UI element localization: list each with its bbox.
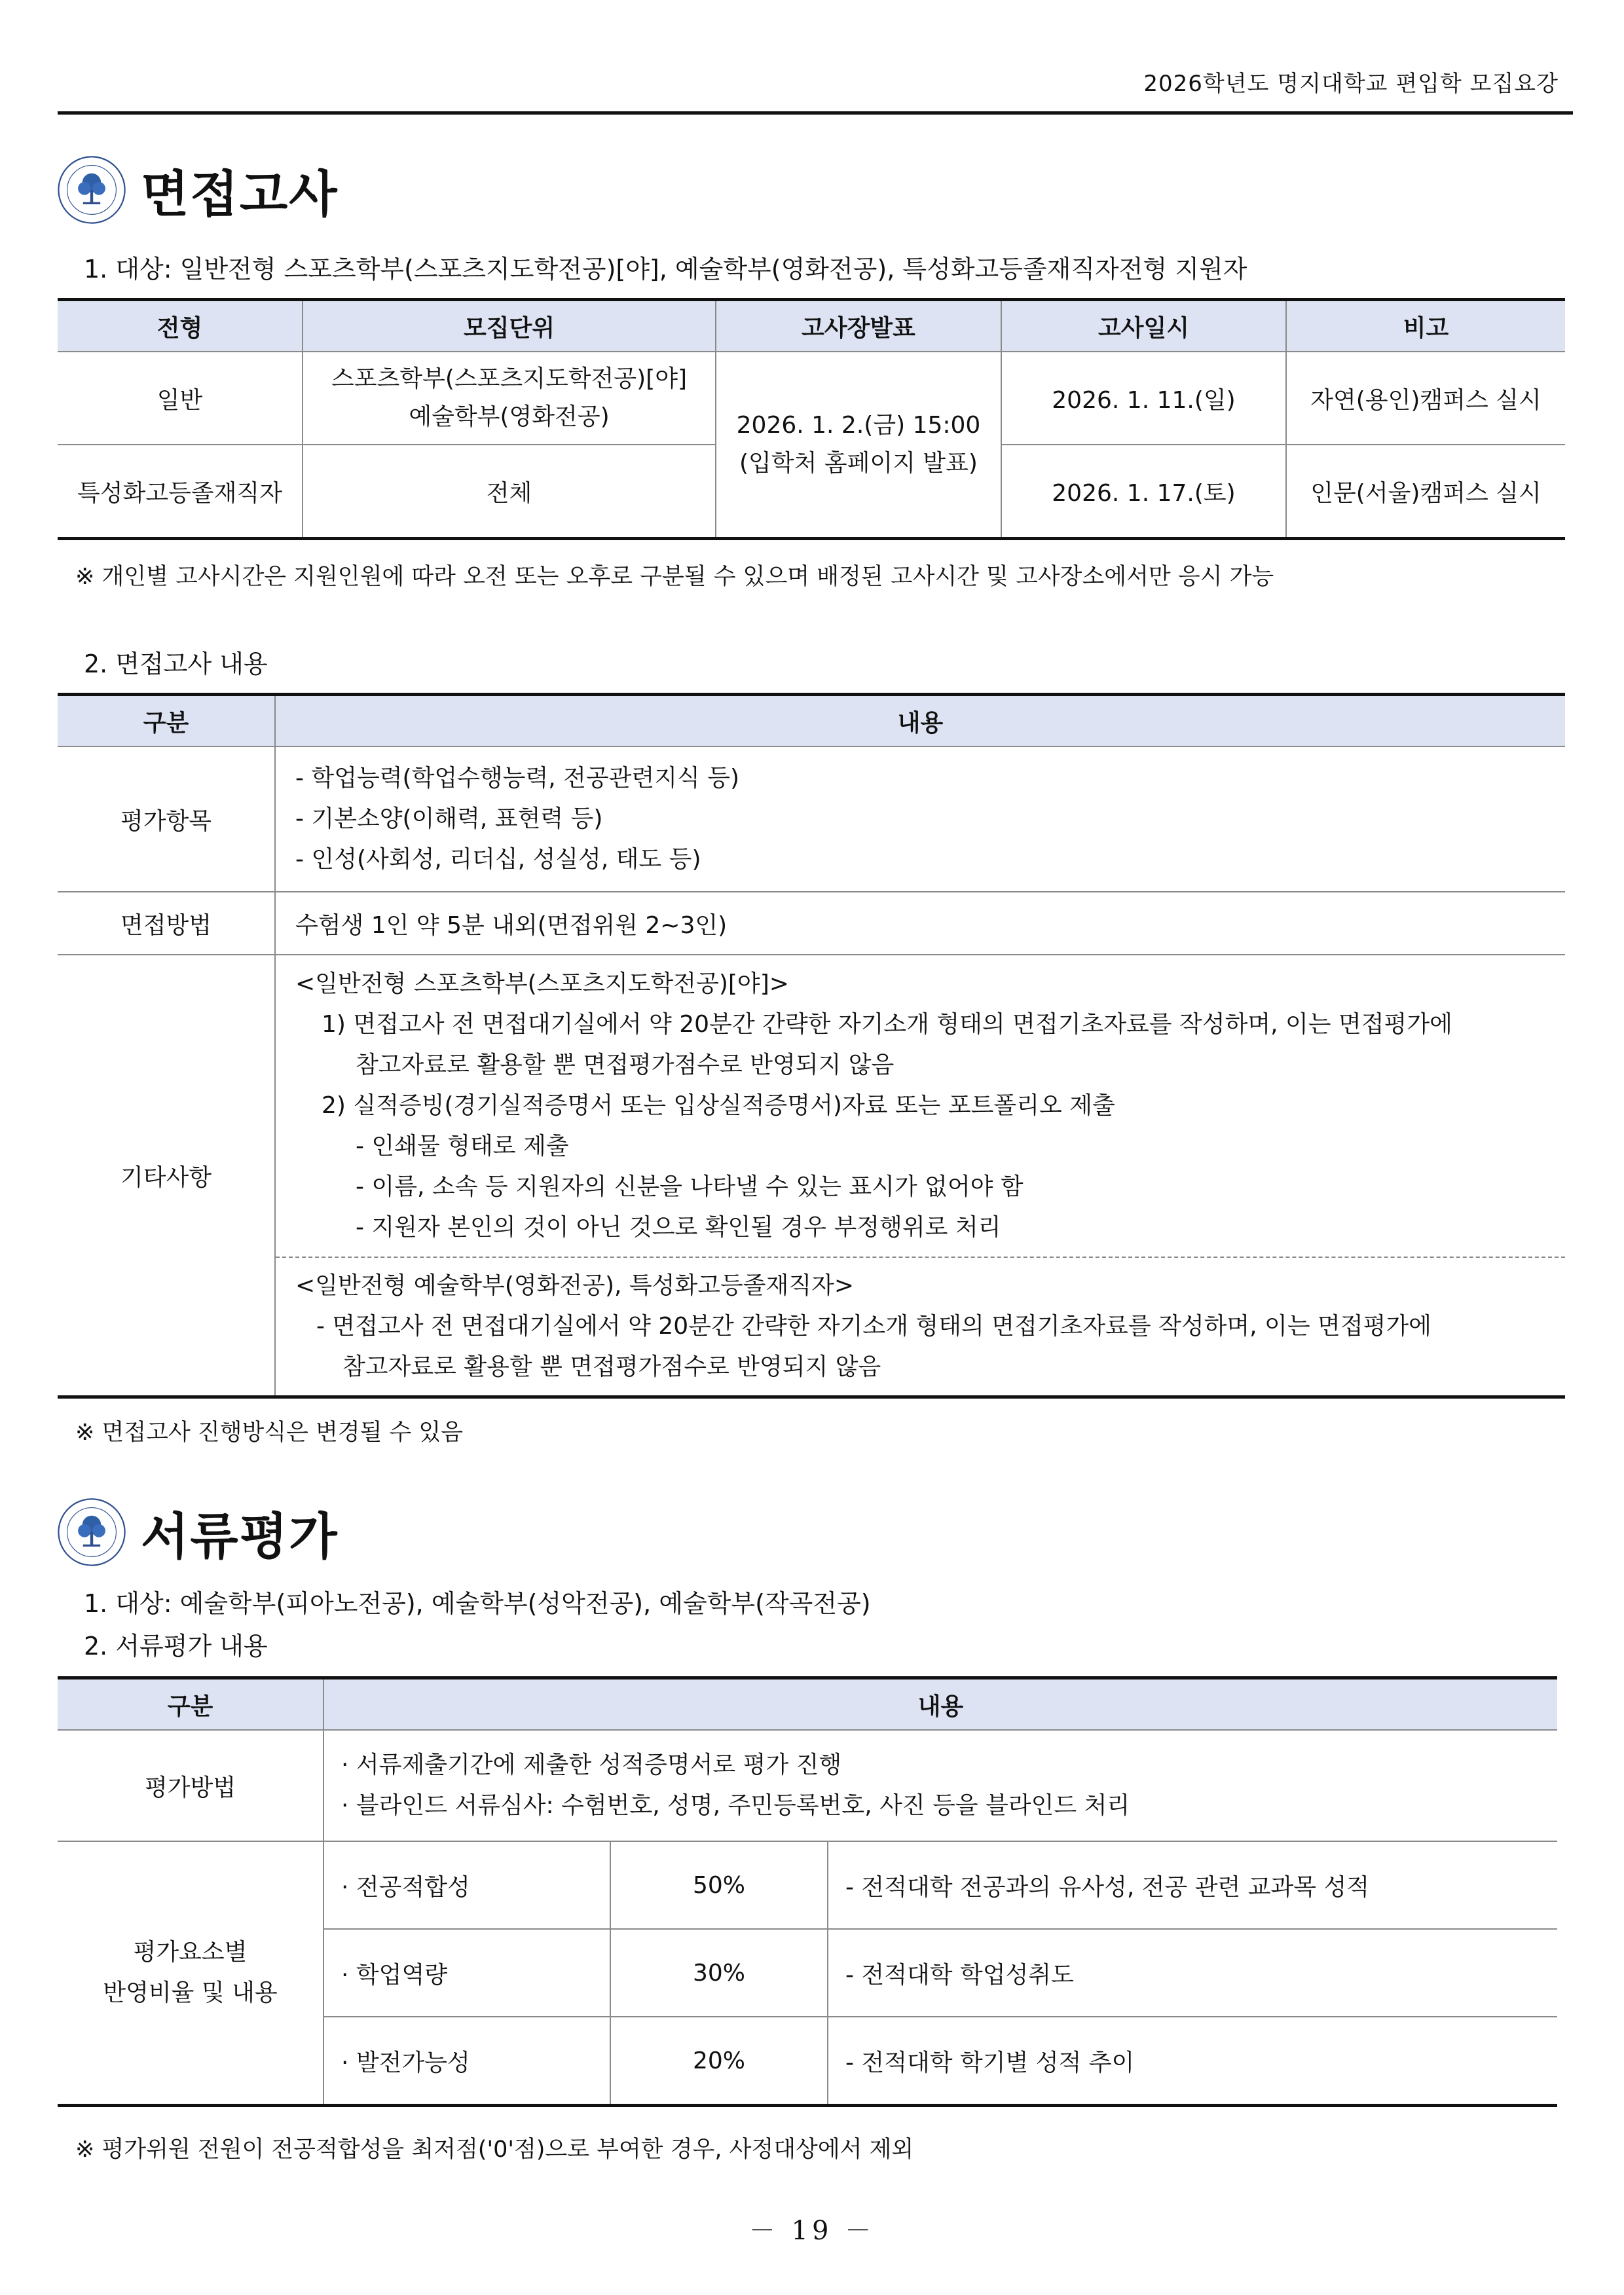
row-label: 기타사항 xyxy=(58,955,275,1397)
unit-line: 예술학부(영화전공) xyxy=(409,403,610,430)
list-item-continued: 참고자료로 활용할 뿐 면접평가점수로 반영되지 않음 xyxy=(342,1353,881,1380)
row-label-line: 평가요소별 xyxy=(133,1939,248,1966)
list-item: 2) 실적증빙(경기실적증명서 또는 입상실적증명서)자료 또는 포트폴리오 제출 xyxy=(322,1092,1115,1119)
column-header: 내용 xyxy=(275,695,1565,747)
table-header-row xyxy=(58,695,1565,747)
element-cell: · 발전가능성 xyxy=(323,2017,610,2106)
track-cell: 일반 xyxy=(58,352,303,445)
etc-block-sports xyxy=(275,955,1565,1257)
list-item-continued: 참고자료로 활용할 뿐 면접평가점수로 반영되지 않음 xyxy=(356,1052,895,1078)
document-review-title: 서류평가 xyxy=(141,1507,339,1566)
row-label xyxy=(58,1841,323,2106)
method-text: 수험생 1인 약 5분 내외(면접위원 2~3인) xyxy=(275,892,1565,955)
schedule-note: ※ 개인별 고사시간은 지원인원에 따라 오전 또는 오후로 구분될 수 있으며 배정된 고사시간 및 고사장소에서만 응시 가능 xyxy=(75,564,1274,590)
element-cell: · 학업역량 xyxy=(323,1929,610,2017)
interview-note: ※ 면접고사 진행방식은 변경될 수 있음 xyxy=(75,1420,464,1446)
announce-cell xyxy=(716,352,1001,539)
column-header: 내용 xyxy=(323,1678,1557,1731)
column-header: 모집단위 xyxy=(303,300,716,352)
row-label: 면접방법 xyxy=(58,892,275,955)
track-cell: 특성화고등졸재직자 xyxy=(58,445,303,539)
list-item: 1) 면접고사 전 면접대기실에서 약 20분간 간략한 자기소개 형태의 면접기초자료를 작성하며, 이는 면접평가에 xyxy=(322,1011,1452,1038)
running-header: 2026학년도 명지대학교 편입학 모집요강 xyxy=(1143,71,1559,97)
interview-title: 면접고사 xyxy=(141,164,339,223)
list-item: - 학업능력(학업수행능력, 전공관련지식 등) xyxy=(295,765,740,792)
list-item: - 기본소양(이해력, 표현력 등) xyxy=(295,805,603,832)
note-cell: 자연(용인)캠퍼스 실시 xyxy=(1286,352,1565,445)
block-title: <일반전형 예술학부(영화전공), 특성화고등졸재직자> xyxy=(295,1272,855,1299)
detail-cell: - 전적대학 학기별 성적 추이 xyxy=(845,2049,1135,2076)
row-label-line: 반영비율 및 내용 xyxy=(103,1979,278,2006)
table-row xyxy=(58,892,1565,955)
table-row xyxy=(58,352,1565,445)
interview-content-table xyxy=(58,693,1565,1399)
unit-cell: 전체 xyxy=(303,445,716,539)
column-header: 비고 xyxy=(1286,300,1565,352)
list-item: - 인성(사회성, 리더십, 성실성, 태도 등) xyxy=(295,846,701,873)
row-label: 평가항목 xyxy=(58,746,275,892)
list-item: - 면접고사 전 면접대기실에서 약 20분간 간략한 자기소개 형태의 면접기초자료를 작성하며, 이는 면접평가에 xyxy=(316,1313,1431,1340)
block-title: <일반전형 스포츠학부(스포츠지도학전공)[야]> xyxy=(295,970,789,997)
university-logo-icon xyxy=(56,154,128,226)
sub-item: - 인쇄물 형태로 제출 xyxy=(356,1133,569,1160)
announce-date: 2026. 1. 2.(금) 15:00 xyxy=(736,412,981,439)
element-cell: · 전공적합성 xyxy=(323,1841,610,1929)
detail-cell: - 전적대학 전공과의 유사성, 전공 관련 교과목 성적 xyxy=(828,1841,1557,1929)
etc-block-film xyxy=(275,1257,1565,1397)
column-header: 전형 xyxy=(58,300,303,352)
sub-item: - 지원자 본인의 것이 아닌 것으로 확인될 경우 부정행위로 처리 xyxy=(356,1214,1001,1241)
column-header: 고사일시 xyxy=(1001,300,1286,352)
detail-cell: - 전적대학 학업성취도 xyxy=(828,1929,1557,2017)
method-items xyxy=(323,1730,1557,1841)
list-item: · 블라인드 서류심사: 수험번호, 성명, 주민등록번호, 사진 등을 블라인드 처리 xyxy=(341,1792,1130,1819)
document-review-content-heading: 2. 서류평가 내용 xyxy=(84,1632,268,1661)
document-review-table xyxy=(58,1676,1557,2107)
sub-item: - 이름, 소속 등 지원자의 신분을 나타낼 수 있는 표시가 없어야 함 xyxy=(356,1173,1024,1200)
list-item: · 서류제출기간에 제출한 성적증명서로 평가 진행 xyxy=(341,1752,842,1778)
column-header: 구분 xyxy=(58,1678,323,1731)
university-logo-icon xyxy=(56,1496,128,1568)
percent-cell: 30% xyxy=(610,1929,828,2017)
column-header: 고사장발표 xyxy=(716,300,1001,352)
header-rule xyxy=(58,111,1573,115)
announce-note: (입학처 홈페이지 발표) xyxy=(739,450,978,477)
percent-cell: 50% xyxy=(610,1841,828,1929)
table-row xyxy=(58,1257,1565,1397)
table-header-row xyxy=(58,1678,1557,1731)
interview-target: 1. 대상: 일반전형 스포츠학부(스포츠지도학전공)[야], 예술학부(영화전공), 특성화고등졸재직자전형 지원자 xyxy=(84,255,1247,284)
table-row xyxy=(58,1730,1557,1841)
interview-schedule-table xyxy=(58,298,1565,540)
row-label: 평가방법 xyxy=(58,1730,323,1841)
note-cell: 인문(서울)캠퍼스 실시 xyxy=(1286,445,1565,539)
table-row xyxy=(58,955,1565,1257)
percent-cell: 20% xyxy=(610,2017,828,2106)
exam-date-cell: 2026. 1. 17.(토) xyxy=(1001,445,1286,539)
document-review-target: 1. 대상: 예술학부(피아노전공), 예술학부(성악전공), 예술학부(작곡전공) xyxy=(84,1589,871,1618)
unit-line: 스포츠학부(스포츠지도학전공)[야] xyxy=(331,365,688,392)
document-review-note: ※ 평가위원 전원이 전공적합성을 최저점('0'점)으로 부여한 경우, 사정대상에서 제외 xyxy=(75,2137,914,2163)
table-header-row xyxy=(58,300,1565,352)
table-row xyxy=(58,1841,1557,1929)
table-row xyxy=(58,746,1565,892)
interview-section-title xyxy=(56,154,339,226)
column-header: 구분 xyxy=(58,695,275,747)
interview-content-heading: 2. 면접고사 내용 xyxy=(84,650,268,678)
document-review-section-title xyxy=(56,1496,339,1568)
unit-cell xyxy=(303,352,716,445)
exam-date-cell: 2026. 1. 11.(일) xyxy=(1001,352,1286,445)
eval-items xyxy=(275,746,1565,892)
page-number: － 19 － xyxy=(748,2216,876,2246)
